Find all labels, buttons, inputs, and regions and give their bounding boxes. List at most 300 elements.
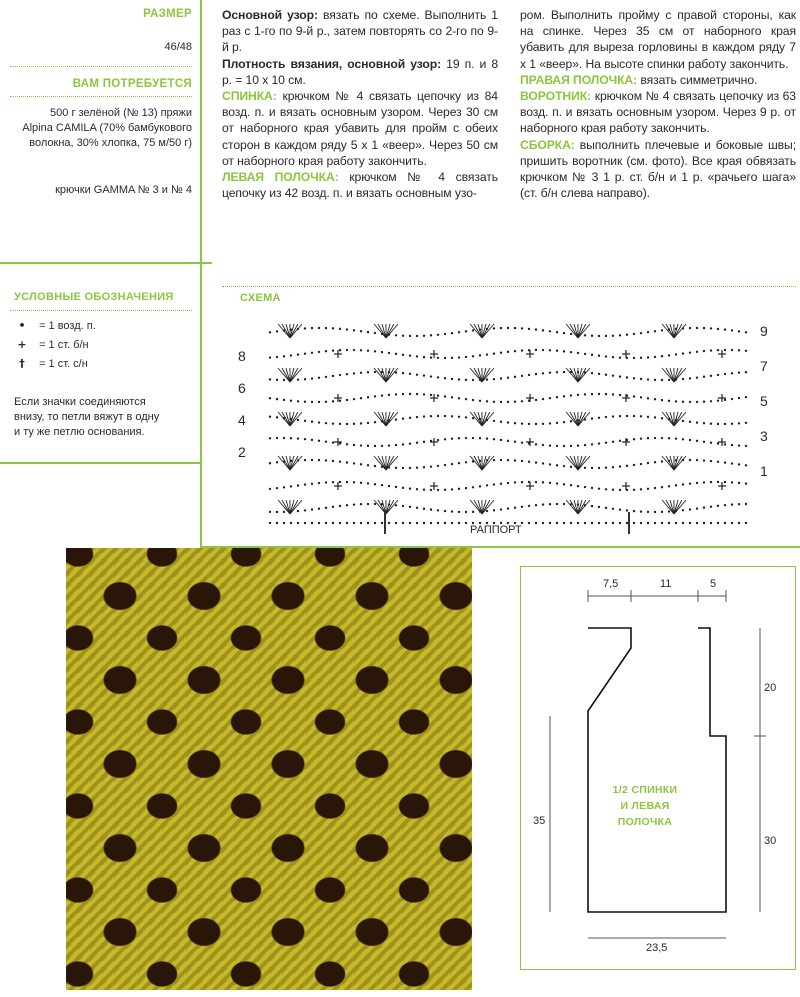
chain-dot xyxy=(745,482,747,484)
chain-dot xyxy=(703,327,705,329)
chain-dot xyxy=(493,401,495,403)
chain-dot xyxy=(290,522,292,524)
chain-dot xyxy=(633,464,635,466)
chain-dot xyxy=(745,503,747,505)
chain-dot xyxy=(661,522,663,524)
chain-dot xyxy=(374,465,376,467)
chain-dot xyxy=(556,522,558,524)
chain-dot xyxy=(605,374,607,376)
chain-dot xyxy=(640,522,642,524)
chain-dot xyxy=(696,507,698,509)
chain-dot xyxy=(458,462,460,464)
fan-stitch xyxy=(290,368,298,382)
chain-dot xyxy=(493,438,495,440)
chain-dot xyxy=(346,373,348,375)
chain-dot xyxy=(689,522,691,524)
chain-dot xyxy=(423,489,425,491)
chain-dot xyxy=(479,437,481,439)
chain-dot xyxy=(647,437,649,439)
chain-dot xyxy=(304,420,306,422)
chain-dot xyxy=(654,522,656,524)
chain-dot xyxy=(465,330,467,332)
chain-dot xyxy=(395,334,397,336)
chain-dot xyxy=(549,522,551,524)
fan-stitch xyxy=(290,456,298,470)
chain-dot xyxy=(703,441,705,443)
para-label: СБОРКА: xyxy=(520,137,575,152)
chain-dot xyxy=(395,444,397,446)
chain-dot xyxy=(318,377,320,379)
chain-dot xyxy=(640,488,642,490)
chain-dot xyxy=(563,332,565,334)
chain-dot xyxy=(542,398,544,400)
chain-dot xyxy=(710,400,712,402)
chain-dot xyxy=(325,350,327,352)
chain-dot xyxy=(423,441,425,443)
row-number: 7 xyxy=(760,358,768,374)
chain-dot xyxy=(437,522,439,524)
chain-dot xyxy=(745,371,747,373)
instructions-col-1 xyxy=(222,7,498,201)
chain-dot xyxy=(717,522,719,524)
chain-dot xyxy=(696,522,698,524)
accent-line xyxy=(200,262,202,464)
chain-dot xyxy=(528,505,530,507)
chain-dot xyxy=(444,438,446,440)
chain-dot xyxy=(556,503,558,505)
legend-note xyxy=(14,395,199,440)
chain-dot xyxy=(353,423,355,425)
chain-dot xyxy=(514,481,516,483)
chain-dot xyxy=(269,462,271,464)
chain-dot xyxy=(745,396,747,398)
chain-dot xyxy=(528,522,530,524)
chain-dot xyxy=(493,483,495,485)
chain-dot xyxy=(640,357,642,359)
legend-heading: УСЛОВНЫЕ ОБОЗНАЧЕНИЯ xyxy=(14,291,174,303)
fan-stitch xyxy=(674,412,682,426)
chain-dot xyxy=(507,482,509,484)
chain-dot xyxy=(535,461,537,463)
fan-stitch xyxy=(282,456,290,470)
chain-dot xyxy=(661,355,663,357)
chain-dot xyxy=(717,328,719,330)
chain-dot xyxy=(731,329,733,331)
size-value: 46/48 xyxy=(164,41,192,53)
chain-dot xyxy=(633,357,635,359)
chain-dot xyxy=(710,522,712,524)
chain-dot xyxy=(325,440,327,442)
chain-dot xyxy=(339,481,341,483)
chain-dot xyxy=(507,401,509,403)
chain-dot xyxy=(682,438,684,440)
chain-dot xyxy=(444,357,446,359)
chain-dot xyxy=(472,417,474,419)
chain-dot xyxy=(689,351,691,353)
chain-dot xyxy=(430,394,432,396)
chain-dot xyxy=(416,488,418,490)
chain-dot xyxy=(332,422,334,424)
chain-dot xyxy=(507,351,509,353)
dim-right-top: 20 xyxy=(764,682,777,694)
chain-dot xyxy=(675,437,677,439)
chain-dot xyxy=(451,437,453,439)
chain-dot xyxy=(612,356,614,358)
chain-dot xyxy=(521,400,523,402)
chain-dot xyxy=(339,460,341,462)
chain-dot xyxy=(640,510,642,512)
chain-dot xyxy=(311,483,313,485)
chain-dot xyxy=(346,423,348,425)
chain-dot xyxy=(738,371,740,373)
chain-dot xyxy=(360,349,362,351)
chain-dot xyxy=(605,488,607,490)
chain-dot xyxy=(654,487,656,489)
chain-dot xyxy=(416,507,418,509)
chain-dot xyxy=(647,397,649,399)
chain-dot xyxy=(598,487,600,489)
row-number: 8 xyxy=(238,348,246,364)
chain-dot xyxy=(311,421,313,423)
fan-stitch xyxy=(666,456,674,470)
chain-dot xyxy=(703,422,705,424)
legend-text: = 1 ст. с/н xyxy=(39,358,88,370)
chain-dot xyxy=(423,508,425,510)
chain-dot xyxy=(731,349,733,351)
row-number: 5 xyxy=(760,393,768,409)
chain-dot xyxy=(668,522,670,524)
chain-dot xyxy=(563,445,565,447)
chain-dot xyxy=(388,394,390,396)
chain-dot xyxy=(549,422,551,424)
chain-dot xyxy=(717,399,719,401)
para-text: крючком № 4 связать цепочку из 42 возд. п. и вязать основным узо- xyxy=(222,170,498,201)
chain-dot xyxy=(486,378,488,380)
chain-dot xyxy=(409,506,411,508)
chain-dot xyxy=(521,441,523,443)
chain-dot xyxy=(619,356,621,358)
chain-dot xyxy=(493,459,495,461)
chain-dot xyxy=(339,349,341,351)
chain-dot xyxy=(318,507,320,509)
chain-dot xyxy=(724,423,726,425)
chain-dot xyxy=(304,438,306,440)
chain-dot xyxy=(353,522,355,524)
chain-dot xyxy=(346,481,348,483)
chain-dot xyxy=(703,401,705,403)
chain-dot xyxy=(507,327,509,329)
chain-dot xyxy=(304,483,306,485)
chain-dot xyxy=(710,481,712,483)
dim-top-1: 7,5 xyxy=(603,578,619,590)
chain-dot xyxy=(339,423,341,425)
para-label: ЛЕВАЯ ПОЛОЧКА: xyxy=(222,170,339,185)
chain-dot xyxy=(619,334,621,336)
chain-dot xyxy=(297,353,299,355)
chain-dot xyxy=(500,327,502,329)
diagram-label-line: ПОЛОЧКА xyxy=(617,816,673,828)
chain-dot xyxy=(269,331,271,333)
chain-dot xyxy=(416,522,418,524)
chain-dot xyxy=(269,522,271,524)
fan-stitch xyxy=(386,500,394,514)
chain-dot xyxy=(360,444,362,446)
chain-dot xyxy=(745,522,747,524)
chain-dot xyxy=(486,400,488,402)
chain-dot xyxy=(745,464,747,466)
chain-dot xyxy=(402,505,404,507)
chain-dot xyxy=(318,522,320,524)
chain-dot xyxy=(332,349,334,351)
chain-dot xyxy=(563,465,565,467)
chain-dot xyxy=(304,522,306,524)
chain-dot xyxy=(276,511,278,513)
chain-dot xyxy=(535,373,537,375)
chain-dot xyxy=(409,417,411,419)
dim-top-2: 11 xyxy=(660,578,672,590)
chain-dot xyxy=(479,354,481,356)
chain-dot xyxy=(402,335,404,337)
chain-dot xyxy=(465,437,467,439)
chain-dot xyxy=(535,522,537,524)
chain-dot xyxy=(353,329,355,331)
chain-dot xyxy=(542,522,544,524)
accent-line xyxy=(200,0,202,262)
chain-dot xyxy=(619,415,621,417)
chain-dot xyxy=(668,400,670,402)
legend-text: = 1 возд. п. xyxy=(39,320,96,332)
chain-dot xyxy=(437,376,439,378)
legend-text: = 1 ст. б/н xyxy=(39,339,89,351)
chain-dot xyxy=(514,376,516,378)
row-number: 6 xyxy=(238,380,246,396)
chain-dot xyxy=(367,396,369,398)
chain-dot xyxy=(528,374,530,376)
chain-dot xyxy=(276,487,278,489)
chain-dot xyxy=(661,460,663,462)
chain-dot xyxy=(325,376,327,378)
chain-dot xyxy=(591,417,593,419)
chain-dot xyxy=(416,416,418,418)
chain-dot xyxy=(570,420,572,422)
chain-dot xyxy=(297,522,299,524)
chain-dot xyxy=(654,511,656,513)
chain-dot xyxy=(703,376,705,378)
chain-dot xyxy=(738,522,740,524)
chain-dot xyxy=(304,401,306,403)
chain-dot xyxy=(507,440,509,442)
chain-dot xyxy=(647,356,649,358)
chain-dot xyxy=(395,522,397,524)
chain-dot xyxy=(423,415,425,417)
chain-dot xyxy=(276,379,278,381)
chain-dot xyxy=(591,335,593,337)
chain-dot xyxy=(353,503,355,505)
chain-dot xyxy=(360,503,362,505)
fan-stitch xyxy=(378,368,386,382)
repeat-label: РАППОРТ xyxy=(470,524,522,536)
chain-dot xyxy=(409,442,411,444)
chain-dot xyxy=(598,522,600,524)
chain-dot xyxy=(612,508,614,510)
fan-stitch xyxy=(386,412,394,426)
chain-dot xyxy=(591,487,593,489)
para-label: Плотность вязания, основной узор: xyxy=(222,56,442,71)
accent-line xyxy=(200,462,202,548)
fan-stitch xyxy=(666,324,674,338)
chain-dot xyxy=(563,395,565,397)
diagram-label xyxy=(600,782,690,830)
chain-dot xyxy=(451,332,453,334)
chain-dot xyxy=(647,488,649,490)
chain-dot xyxy=(647,462,649,464)
chain-dot xyxy=(626,376,628,378)
chain-dot xyxy=(353,372,355,374)
chain-dot xyxy=(640,415,642,417)
chain-dot xyxy=(514,422,516,424)
chain-dot xyxy=(339,442,341,444)
chain-dot xyxy=(612,522,614,524)
chain-dot xyxy=(563,371,565,373)
chain-dot xyxy=(619,375,621,377)
chain-dot xyxy=(493,327,495,329)
chain-dot xyxy=(360,522,362,524)
chain-dot xyxy=(479,485,481,487)
chain-dot xyxy=(556,331,558,333)
yarn-sample-photo xyxy=(66,548,472,990)
chain-dot xyxy=(549,444,551,446)
chain-dot xyxy=(626,465,628,467)
chain-dot xyxy=(374,503,376,505)
instructions-col-2 xyxy=(520,7,796,201)
chain-dot xyxy=(304,509,306,511)
diagram-label-line: 1/2 СПИНКИ xyxy=(612,784,678,796)
chain-dot xyxy=(591,372,593,374)
chain-dot xyxy=(283,522,285,524)
chain-dot xyxy=(409,522,411,524)
chain-dot xyxy=(486,484,488,486)
chain-dot xyxy=(556,396,558,398)
chain-dot xyxy=(724,481,726,483)
chain-dot xyxy=(444,415,446,417)
chain-dot xyxy=(346,504,348,506)
chain-dot xyxy=(493,420,495,422)
chain-dot xyxy=(360,463,362,465)
chain-dot xyxy=(542,462,544,464)
chain-dot xyxy=(444,377,446,379)
chain-dot xyxy=(388,485,390,487)
chain-dot xyxy=(458,356,460,358)
fan-stitch xyxy=(570,500,578,514)
chain-dot xyxy=(423,393,425,395)
divider xyxy=(222,286,796,287)
chain-dot xyxy=(276,398,278,400)
chain-dot xyxy=(416,373,418,375)
paragraph xyxy=(520,72,796,88)
chain-dot xyxy=(570,351,572,353)
fan-stitch xyxy=(578,500,586,514)
chain-dot xyxy=(444,464,446,466)
chain-dot xyxy=(339,522,341,524)
chain-dot xyxy=(458,437,460,439)
para-text: 19 п. и 8 р. = 10 х 10 см. xyxy=(222,56,498,87)
chain-dot xyxy=(738,463,740,465)
chain-dot xyxy=(682,483,684,485)
chain-dot xyxy=(465,416,467,418)
chain-dot xyxy=(332,481,334,483)
chain-dot xyxy=(507,421,509,423)
chain-dot xyxy=(346,349,348,351)
chain-dot xyxy=(269,416,271,418)
chain-dot xyxy=(346,461,348,463)
chain-dot xyxy=(521,327,523,329)
chain-dot xyxy=(612,335,614,337)
chain-dot xyxy=(332,522,334,524)
chain-dot xyxy=(654,379,656,381)
dim-left: 35 xyxy=(533,815,546,827)
chain-dot xyxy=(374,522,376,524)
chain-dot xyxy=(563,522,565,524)
chain-dot xyxy=(416,335,418,337)
chain-dot xyxy=(661,511,663,513)
chain-dot xyxy=(500,421,502,423)
chain-dot xyxy=(388,444,390,446)
chain-dot xyxy=(689,439,691,441)
chain-dot xyxy=(311,459,313,461)
chain-dot xyxy=(598,417,600,419)
row-numbers-left xyxy=(238,340,246,468)
chain-dot xyxy=(409,354,411,356)
legend-item xyxy=(14,356,194,375)
chain-dot xyxy=(388,352,390,354)
chain-dot xyxy=(633,522,635,524)
chain-dot xyxy=(570,445,572,447)
chain-dot xyxy=(535,423,537,425)
chain-dot xyxy=(437,439,439,441)
chain-dot xyxy=(374,421,376,423)
chain-dot xyxy=(654,461,656,463)
materials-line: 500 г зелёной (№ 13) пряжи xyxy=(50,107,192,119)
fan-stitch xyxy=(474,456,482,470)
chain-dot xyxy=(472,511,474,513)
chain-dot xyxy=(633,415,635,417)
chain-dot xyxy=(619,489,621,491)
chain-dot xyxy=(360,372,362,374)
chain-dot xyxy=(311,377,313,379)
chain-dot xyxy=(416,393,418,395)
chain-dot xyxy=(472,329,474,331)
chain-dot xyxy=(661,379,663,381)
chain-dot xyxy=(696,351,698,353)
chain-dot xyxy=(374,483,376,485)
chain-dot xyxy=(409,467,411,469)
chain-dot xyxy=(304,378,306,380)
chain-dot xyxy=(626,415,628,417)
chain-dot xyxy=(311,508,313,510)
chain-dot xyxy=(500,459,502,461)
chain-dot xyxy=(283,486,285,488)
accent-line xyxy=(0,462,202,464)
chain-dot xyxy=(493,509,495,511)
chain-dot xyxy=(598,335,600,337)
para-label: ВОРОТНИК: xyxy=(520,89,592,104)
chain-dot xyxy=(605,507,607,509)
chain-dot xyxy=(675,522,677,524)
fan-stitch xyxy=(674,500,682,514)
chain-dot xyxy=(619,394,621,396)
chain-dot xyxy=(402,354,404,356)
chain-dot xyxy=(395,467,397,469)
